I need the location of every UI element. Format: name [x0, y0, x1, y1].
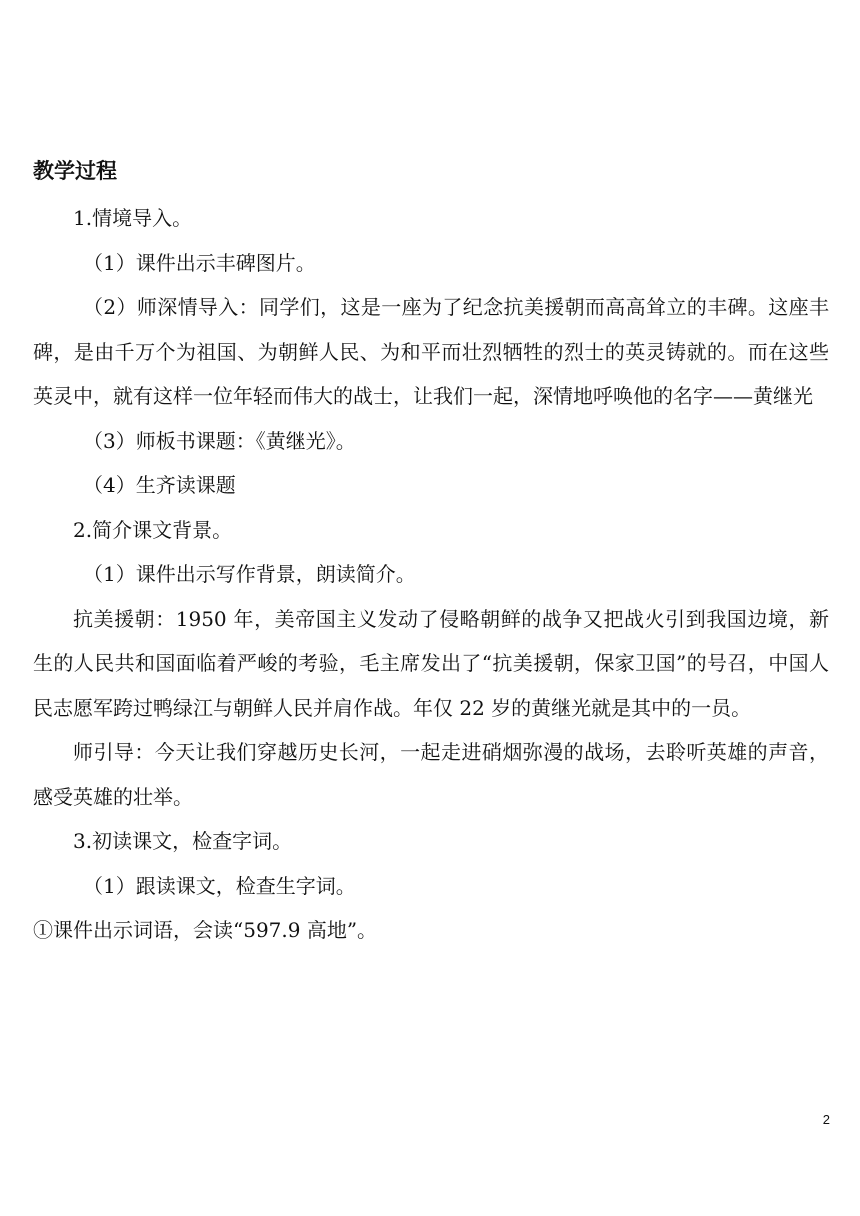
section-heading: 教学过程	[33, 159, 117, 183]
paragraph-step-2: 2.简介课文背景。	[73, 517, 233, 542]
paragraph-step-1-3: （3）师板书课题：《黄继光》。	[83, 428, 356, 453]
paragraph-step-3-1-a: ①课件出示词语，会读“597.9 高地”。	[33, 918, 378, 942]
paragraph-step-1: 1.情境导入。	[73, 206, 193, 230]
paragraph-step-1-1: （1）课件出示丰碑图片。	[83, 250, 316, 275]
paragraph-step-1-2: （2）师深情导入：同学们，这是一座为了纪念抗美援朝而高高耸立的丰碑。这座丰碑，是由千万个为祖国、为朝鲜人民、为和平而壮烈牺牲的烈士的英灵铸就的。而在这些英灵中，就有这样一位年轻而伟大的战士，让我们一起，深情地呼唤他的名字——黄继光	[33, 295, 829, 408]
paragraph-step-3-1: （1）跟读课文，检查生字词。	[83, 873, 356, 898]
paragraph-teacher-guide: 师引导：今天让我们穿越历史长河，一起走进硝烟弥漫的战场，去聆听英雄的声音，感受英雄的壮举。	[33, 740, 829, 809]
paragraph-step-1-4: （4）生齐读课题	[83, 473, 236, 497]
paragraph-background: 抗美援朝：1950 年，美帝国主义发动了侵略朝鲜的战争又把战火引到我国边境，新生的人民共和国面临着严峻的考验，毛主席发出了“抗美援朝，保家卫国”的号召，中国人民志愿军跨过鸭绿江与朝鲜人民并肩作战。年仅 22 岁的黄继光就是其中的一员。	[33, 606, 829, 720]
paragraph-step-3: 3.初读课文，检查字词。	[73, 829, 293, 853]
paragraph-step-2-1: （1）课件出示写作背景，朗读简介。	[83, 562, 416, 586]
body-text	[33, 196, 829, 953]
page-number: 2	[822, 1112, 830, 1127]
